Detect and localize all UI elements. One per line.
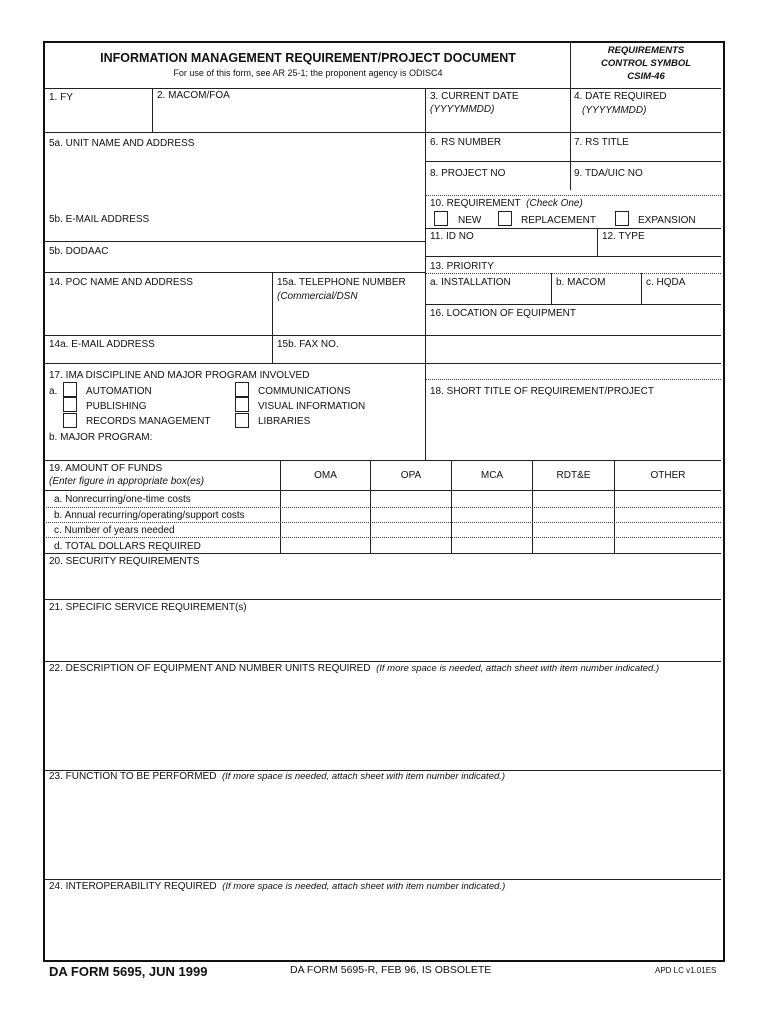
fy-label[interactable]: 1. FY [49, 92, 73, 103]
short-title-label[interactable]: 18. SHORT TITLE OF REQUIREMENT/PROJECT [430, 386, 654, 397]
version-note: APD LC v1.01ES [655, 966, 717, 975]
equipment-label[interactable]: 22. DESCRIPTION OF EQUIPMENT AND NUMBER UNITS REQUIRED (If more space is needed, attach sheet with item number indicated.) [49, 663, 660, 674]
project-no-label[interactable]: 8. PROJECT NO [430, 168, 506, 179]
divider [44, 507, 721, 508]
function-label[interactable]: 23. FUNCTION TO BE PERFORMED (If more space is needed, attach sheet with item number indicated.) [49, 771, 506, 782]
expansion-checkbox[interactable] [615, 211, 629, 226]
funds-col-rdte: RDT&E [556, 470, 591, 481]
divider [44, 490, 721, 491]
divider [426, 335, 721, 336]
funds-col-mca: MCA [480, 470, 504, 481]
installation-label[interactable]: a. INSTALLATION [430, 277, 511, 288]
replacement-label: REPLACEMENT [521, 215, 597, 226]
publishing-label: PUBLISHING [86, 401, 147, 412]
communications-label: COMMUNICATIONS [258, 386, 351, 397]
form-id: DA FORM 5695, JUN 1999 [49, 964, 208, 979]
visual-info-label: VISUAL INFORMATION [258, 401, 366, 412]
current-date-format: (YYYYMMDD) [430, 104, 495, 115]
macom-label[interactable]: 2. MACOM/FOA [157, 90, 230, 101]
poc-email-label[interactable]: 14a. E-MAIL ADDRESS [49, 339, 155, 350]
rs-title-label[interactable]: 7. RS TITLE [574, 137, 629, 148]
control-symbol-line2: CONTROL SYMBOL [600, 58, 692, 69]
control-symbol-line1: REQUIREMENTS [607, 45, 685, 56]
rs-number-label[interactable]: 6. RS NUMBER [430, 137, 502, 148]
funds-row-c[interactable]: c. Number of years needed [54, 525, 175, 536]
dodaac-label[interactable]: 5b. DODAAC [49, 246, 109, 257]
divider [44, 272, 425, 273]
divider [597, 228, 598, 256]
divider [44, 661, 721, 662]
records-checkbox[interactable] [63, 413, 77, 428]
divider [426, 228, 721, 229]
divider [570, 88, 571, 190]
divider [44, 537, 721, 538]
divider [426, 379, 721, 380]
major-program-label[interactable]: b. MAJOR PROGRAM: [49, 432, 153, 443]
divider [425, 88, 426, 460]
interop-label[interactable]: 24. INTEROPERABILITY REQUIRED (If more space is needed, attach sheet with item number indicated.) [49, 881, 506, 892]
id-no-label[interactable]: 11. ID NO [430, 231, 474, 242]
records-label: RECORDS MANAGEMENT [86, 416, 211, 427]
automation-checkbox[interactable] [63, 382, 77, 397]
funds-row-a[interactable]: a. Nonrecurring/one-time costs [54, 494, 191, 505]
date-required-label[interactable]: 4. DATE REQUIRED [574, 91, 667, 102]
obsolete-note: DA FORM 5695-R, FEB 96, IS OBSOLETE [290, 964, 492, 976]
libraries-label: LIBRARIES [258, 416, 311, 427]
funds-col-other: OTHER [650, 470, 686, 481]
divider [551, 273, 552, 304]
funds-hint: (Enter figure in appropriate box(es) [49, 476, 205, 487]
divider [426, 273, 721, 274]
form-title: INFORMATION MANAGEMENT REQUIREMENT/PROJECT DOCUMENT [100, 51, 516, 65]
divider [44, 522, 721, 523]
funds-col-oma: OMA [314, 470, 337, 481]
divider [44, 460, 721, 461]
location-label[interactable]: 16. LOCATION OF EQUIPMENT [430, 308, 576, 319]
tda-uic-label[interactable]: 9. TDA/UIC NO [574, 168, 643, 179]
funds-row-d[interactable]: d. TOTAL DOLLARS REQUIRED [54, 541, 201, 552]
funds-col-opa: OPA [400, 470, 422, 481]
telephone-hint: (Commercial/DSN [277, 291, 358, 302]
divider [426, 304, 721, 305]
divider [152, 88, 153, 132]
poc-label[interactable]: 14. POC NAME AND ADDRESS [49, 277, 193, 288]
automation-label: AUTOMATION [86, 386, 152, 397]
security-label[interactable]: 20. SECURITY REQUIREMENTS [49, 556, 200, 567]
ima-label: 17. IMA DISCIPLINE AND MAJOR PROGRAM INVOLVED [49, 370, 310, 381]
new-label: NEW [458, 215, 482, 226]
divider [44, 363, 721, 364]
current-date-label[interactable]: 3. CURRENT DATE [430, 91, 519, 102]
divider [44, 132, 721, 133]
service-label[interactable]: 21. SPECIFIC SERVICE REQUIREMENT(s) [49, 602, 247, 613]
publishing-checkbox[interactable] [63, 397, 77, 412]
fax-label[interactable]: 15b. FAX NO. [277, 339, 339, 350]
ima-a-label: a. [49, 386, 58, 397]
form-subtitle: For use of this form, see AR 25-1; the proponent agency is ODISC4 [173, 68, 443, 78]
expansion-label: EXPANSION [638, 215, 696, 226]
divider [641, 273, 642, 304]
new-checkbox[interactable] [434, 211, 448, 226]
prio-macom-label[interactable]: b. MACOM [556, 277, 606, 288]
header-bottom-line [44, 88, 721, 89]
divider [426, 256, 721, 257]
funds-label: 19. AMOUNT OF FUNDS [49, 463, 163, 474]
hqda-label[interactable]: c. HQDA [646, 277, 686, 288]
funds-row-b[interactable]: b. Annual recurring/operating/support costs [54, 510, 245, 521]
email-label[interactable]: 5b. E-MAIL ADDRESS [49, 214, 150, 225]
priority-label: 13. PRIORITY [430, 261, 494, 272]
divider [426, 195, 721, 196]
divider [44, 553, 721, 554]
divider [44, 599, 721, 600]
divider [272, 273, 273, 363]
libraries-checkbox[interactable] [235, 413, 249, 428]
divider [44, 335, 425, 336]
control-symbol-line3: CSIM-46 [627, 71, 665, 82]
replacement-checkbox[interactable] [498, 211, 512, 226]
type-label[interactable]: 12. TYPE [602, 231, 645, 242]
unit-name-label[interactable]: 5a. UNIT NAME AND ADDRESS [49, 138, 195, 149]
requirement-label: 10. REQUIREMENT (Check One) [430, 198, 583, 209]
divider [426, 161, 721, 162]
divider [44, 879, 721, 880]
telephone-label[interactable]: 15a. TELEPHONE NUMBER [277, 277, 406, 288]
date-required-format: (YYYYMMDD) [582, 105, 647, 116]
divider [44, 241, 425, 242]
communications-checkbox[interactable] [235, 382, 249, 397]
visual-info-checkbox[interactable] [235, 397, 249, 412]
